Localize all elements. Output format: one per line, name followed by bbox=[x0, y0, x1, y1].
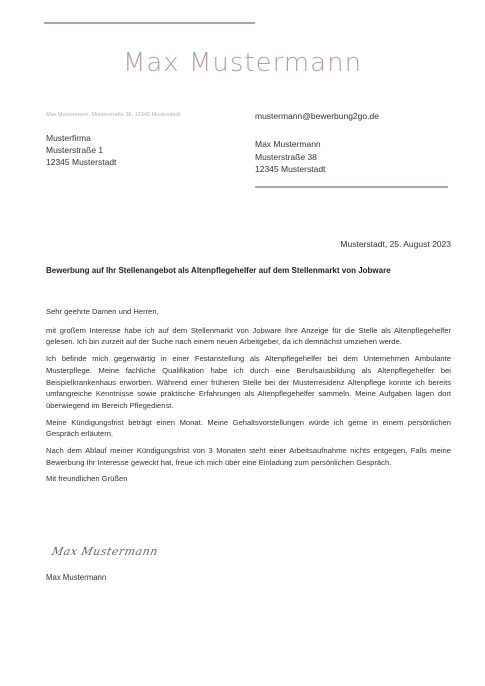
top-decorative-rule bbox=[44, 22, 255, 24]
recipient-street: Musterstraße 1 bbox=[46, 145, 104, 155]
letter-subject: Bewerbung auf Ihr Stellenangebot als Altenpflegehelfer auf dem Stellenmarkt von Jobware bbox=[46, 266, 391, 275]
letter-paragraph: Ich befinde mich gegenwärtig in einer Festanstellung als Altenpflegehelfer bei dem Unternehmen Ambulante Musterpflege. Meine fachliche Qualifikation habe ich durch eine Berufsausbildung als Altenpflegehelfer bei Beispielkrankenhaus erworben. Während einer früheren Stelle bei der Musterresidenz Altenpflege konnte ich bereits umfangreiche Kenntnisse sowie praktische Erfahrungen als Altenpflegehelfer sammeln. Meine Aufgaben lagen dort überwiegend im Bereich Pflegedienst. bbox=[46, 354, 451, 410]
recipient-city: 12345 Musterstadt bbox=[46, 157, 117, 167]
letter-date: Musterstadt, 25. August 2023 bbox=[340, 239, 451, 249]
letter-paragraph: Nach dem Ablauf meiner Kündigungsfrist von 3 Monaten steht einer Arbeitsaufnahme nichts entgegen. Falls meine Bewerbung Ihr Interesse geweckt hat, freue ich mich über eine Einladung zum persönlichen Gespräch. bbox=[46, 446, 451, 467]
contact-email: mustermann@bewerbung2go.de bbox=[255, 111, 379, 121]
sender-return-line: Max Mustermann, Musterstraße 38, 12345 Musterstadt bbox=[46, 112, 181, 118]
contact-decorative-rule bbox=[255, 186, 448, 188]
contact-city: 12345 Musterstadt bbox=[255, 164, 326, 174]
header-name: Max Mustermann bbox=[122, 48, 363, 78]
recipient-address bbox=[46, 132, 116, 168]
contact-street: Musterstraße 38 bbox=[255, 151, 317, 162]
contact-address bbox=[255, 138, 325, 176]
printed-name: Max Mustermann bbox=[46, 573, 107, 582]
contact-name: Max Mustermann bbox=[255, 139, 321, 149]
letter-paragraph: Meine Kündigungsfrist beträgt einen Monat. Meine Gehaltsvorstellungen würde ich gerne in einem persönlichen Gespräch erläutern. bbox=[46, 417, 451, 439]
letter-paragraph: mit großem Interesse habe ich auf dem Stellenmarkt von Jobware Ihre Anzeige für die Stelle als Altenpflegehelfer gelesen. Ich bin zurzeit auf der Suche nach einem neuen Arbeitgeber, da ich demnächst umziehen werde. bbox=[46, 325, 451, 347]
letter-greeting: Sehr geehrte Damen und Herren, bbox=[46, 307, 159, 316]
handwritten-signature: Max Mustermann bbox=[50, 545, 160, 558]
recipient-company: Musterfirma bbox=[46, 133, 91, 143]
letter-closing: Mit freundlichen Grüßen bbox=[46, 474, 128, 484]
letter-body bbox=[46, 306, 451, 490]
